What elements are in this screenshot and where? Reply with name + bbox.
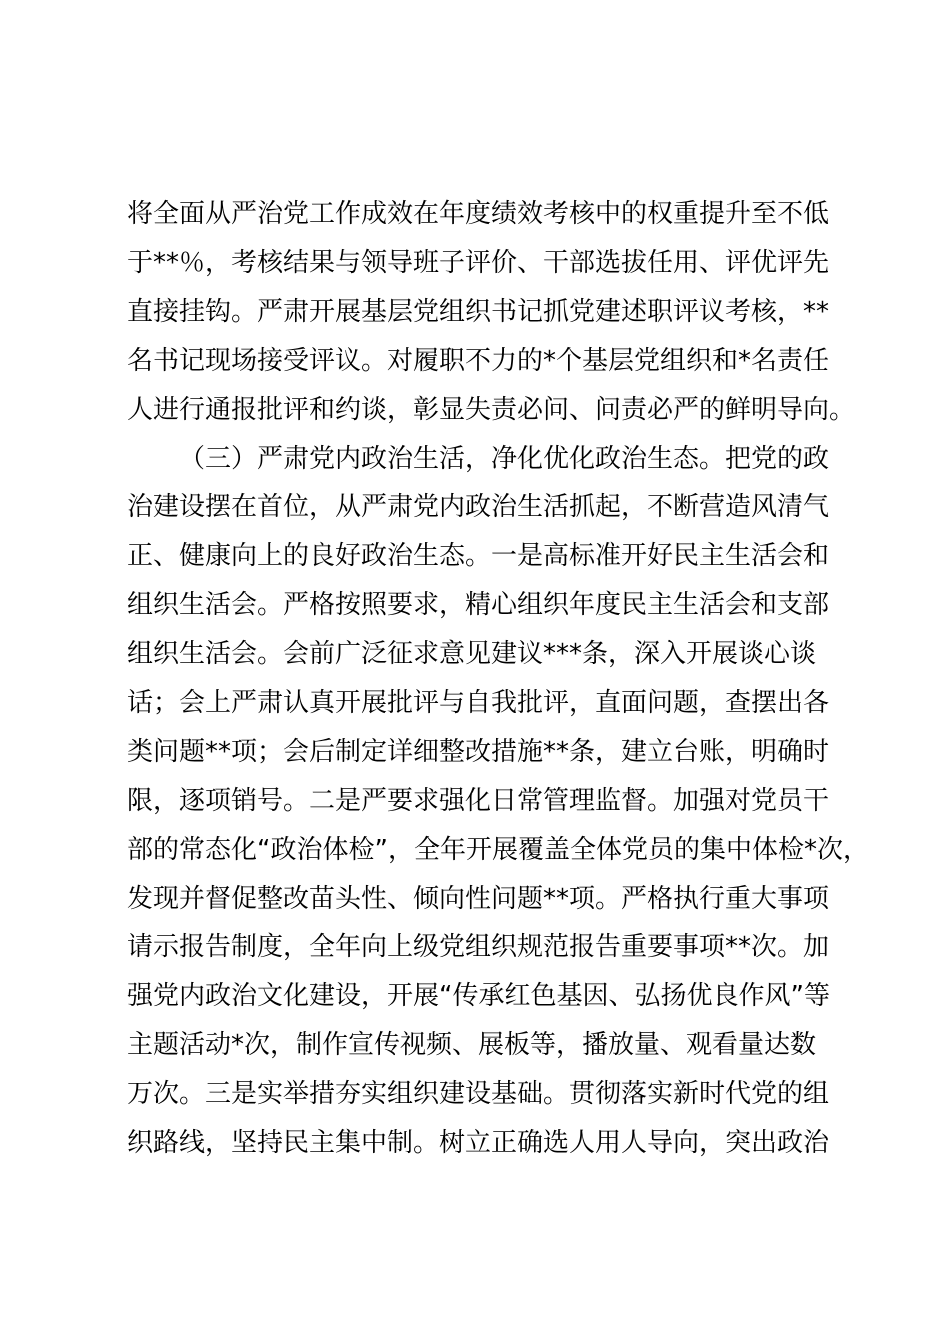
paragraph-2-line: 发现并督促整改苗头性、倾向性问题**项。严格执行重大事项: [127, 883, 830, 914]
paragraph-2-line: 万次。三是实举措夯实组织建设基础。贯彻落实新时代党的组: [127, 1079, 830, 1110]
paragraph-2: [127, 435, 869, 1168]
paragraph-2-line: 请示报告制度，全年向上级党组织规范报告重要事项**次。加: [127, 932, 830, 963]
paragraph-2-line: 强党内政治文化建设，开展“传承红色基因、弘扬优良作风”等: [127, 981, 830, 1012]
paragraph-2-line: 治建设摆在首位，从严肃党内政治生活抓起，不断营造风清气: [127, 492, 830, 523]
paragraph-1-line: 名书记现场接受评议。对履职不力的*个基层党组织和*名责任: [127, 345, 830, 376]
paragraph-2-line: 组织生活会。严格按照要求，精心组织年度民主生活会和支部: [127, 590, 830, 621]
paragraph-1-line: 将全面从严治党工作成效在年度绩效考核中的权重提升至不低: [127, 199, 830, 229]
paragraph-1-line: 人进行通报批评和约谈，彰显失责必问、问责必严的鲜明导向。: [127, 394, 856, 425]
paragraph-2-line: 类问题**项；会后制定详细整改措施**条，建立台账，明确时: [127, 736, 830, 767]
paragraph-1: [127, 190, 856, 434]
paragraph-1-line: 直接挂钩。严肃开展基层党组织书记抓党建述职评议考核，**: [127, 296, 830, 327]
paragraph-1-line: 于**％，考核结果与领导班子评价、干部选拔任用、评优评先: [127, 247, 830, 278]
paragraph-2-line: 话；会上严肃认真开展批评与自我批评，直面问题，查摆出各: [127, 687, 830, 718]
paragraph-2-line: 织路线，坚持民主集中制。树立正确选人用人导向，突出政治: [127, 1127, 830, 1158]
paragraph-2-line: 正、健康向上的良好政治生态。一是高标准开好民主生活会和: [127, 541, 830, 572]
paragraph-2-line: 组织生活会。会前广泛征求意见建议***条，深入开展谈心谈: [127, 639, 817, 670]
paragraph-2-line: 部的常态化“政治体检”，全年开展覆盖全体党员的集中体检*次，: [127, 834, 869, 865]
paragraph-2-line: 限，逐项销号。二是严要求强化日常管理监督。加强对党员干: [127, 785, 830, 816]
paragraph-2-line: 主题活动*次，制作宣传视频、展板等，播放量、观看量达数: [127, 1030, 817, 1061]
section-heading-line: （三）严肃党内政治生活，净化优化政治生态。把党的政: [179, 443, 830, 474]
